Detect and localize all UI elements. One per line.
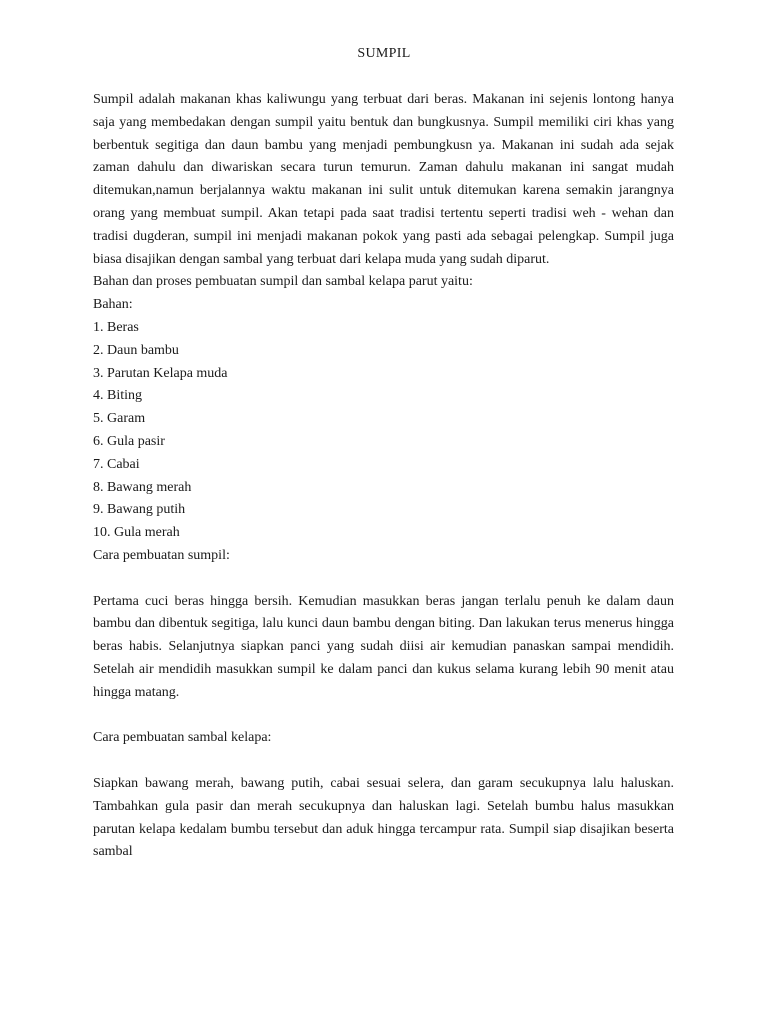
intro-paragraph: Sumpil adalah makanan khas kaliwungu yang terbuat dari beras. Makanan ini sejenis lontong hanya saja yang membedakan dengan sumpil yaitu bentuk dan bungkusnya. Sumpil memiliki ciri khas yang berbentuk segitiga dan daun bambu yang menjadi pembungkusn ya. Makanan ini sudah ada sejak zaman dahulu dan diwariskan secara turun temurun. Zaman dahulu makanan ini sangat mudah ditemukan,namun berjalannya waktu makanan ini sulit untuk ditemukan karena semakin jarangnya orang yang membuat sumpil. Akan tetapi pada saat tradisi tertentu seperti tradisi weh - wehan dan tradisi dugderan, sumpil ini menjadi makanan pokok yang pasti ada sebagai pelengkap. Sumpil juga biasa disajikan dengan sambal yang terbuat dari kelapa muda yang sudah diparut. [93,92,674,267]
sumpil-method-heading: Cara pembuatan sumpil: [93,547,230,563]
ingredients-list [93,317,674,545]
ingredients-heading: Bahan: [93,297,133,313]
process-intro: Bahan dan proses pembuatan sumpil dan sambal kelapa parut yaitu: [93,274,473,290]
list-item: 6. Gula pasir [93,433,165,449]
list-item: 9. Bawang putih [93,502,186,518]
sumpil-method-paragraph: Pertama cuci beras hingga bersih. Kemudian masukkan beras jangan terlalu penuh ke dalam daun bambu dan dibentuk segitiga, lalu kunci daun bambu dengan biting. Dan lakukan terus menerus hingga beras habis. Selanjutnya siapkan panci yang sudah diisi air kemudian panaskan sampai mendidih. Setelah air mendidih masukkan sumpil ke dalam panci dan kukus selama kurang lebih 90 menit atau hingga matang. [93,593,674,700]
document-body [93,89,674,864]
paragraph-spacer [93,705,674,728]
paragraph-spacer [93,750,674,773]
list-item: 7. Cabai [93,456,140,472]
list-item: 5. Garam [93,411,146,427]
list-item: 8. Bawang merah [93,479,192,495]
list-item: 2. Daun bambu [93,342,179,358]
paragraph-spacer [93,568,674,591]
list-item: 3. Parutan Kelapa muda [93,365,228,381]
list-item: 1. Beras [93,319,139,335]
sambal-method-heading: Cara pembuatan sambal kelapa: [93,730,272,746]
list-item: 4. Biting [93,388,143,404]
list-item: 10. Gula merah [93,525,180,541]
document-title: SUMPIL [357,46,411,61]
sambal-method-paragraph: Siapkan bawang merah, bawang putih, cabai sesuai selera, dan garam secukupnya lalu haluskan. Tambahkan gula pasir dan merah secukupnya dan haluskan lagi. Setelah bumbu halus masukkan parutan kelapa kedalam bumbu tersebut dan aduk hingga tercampur rata. Sumpil siap disajikan beserta sambal [93,775,674,860]
